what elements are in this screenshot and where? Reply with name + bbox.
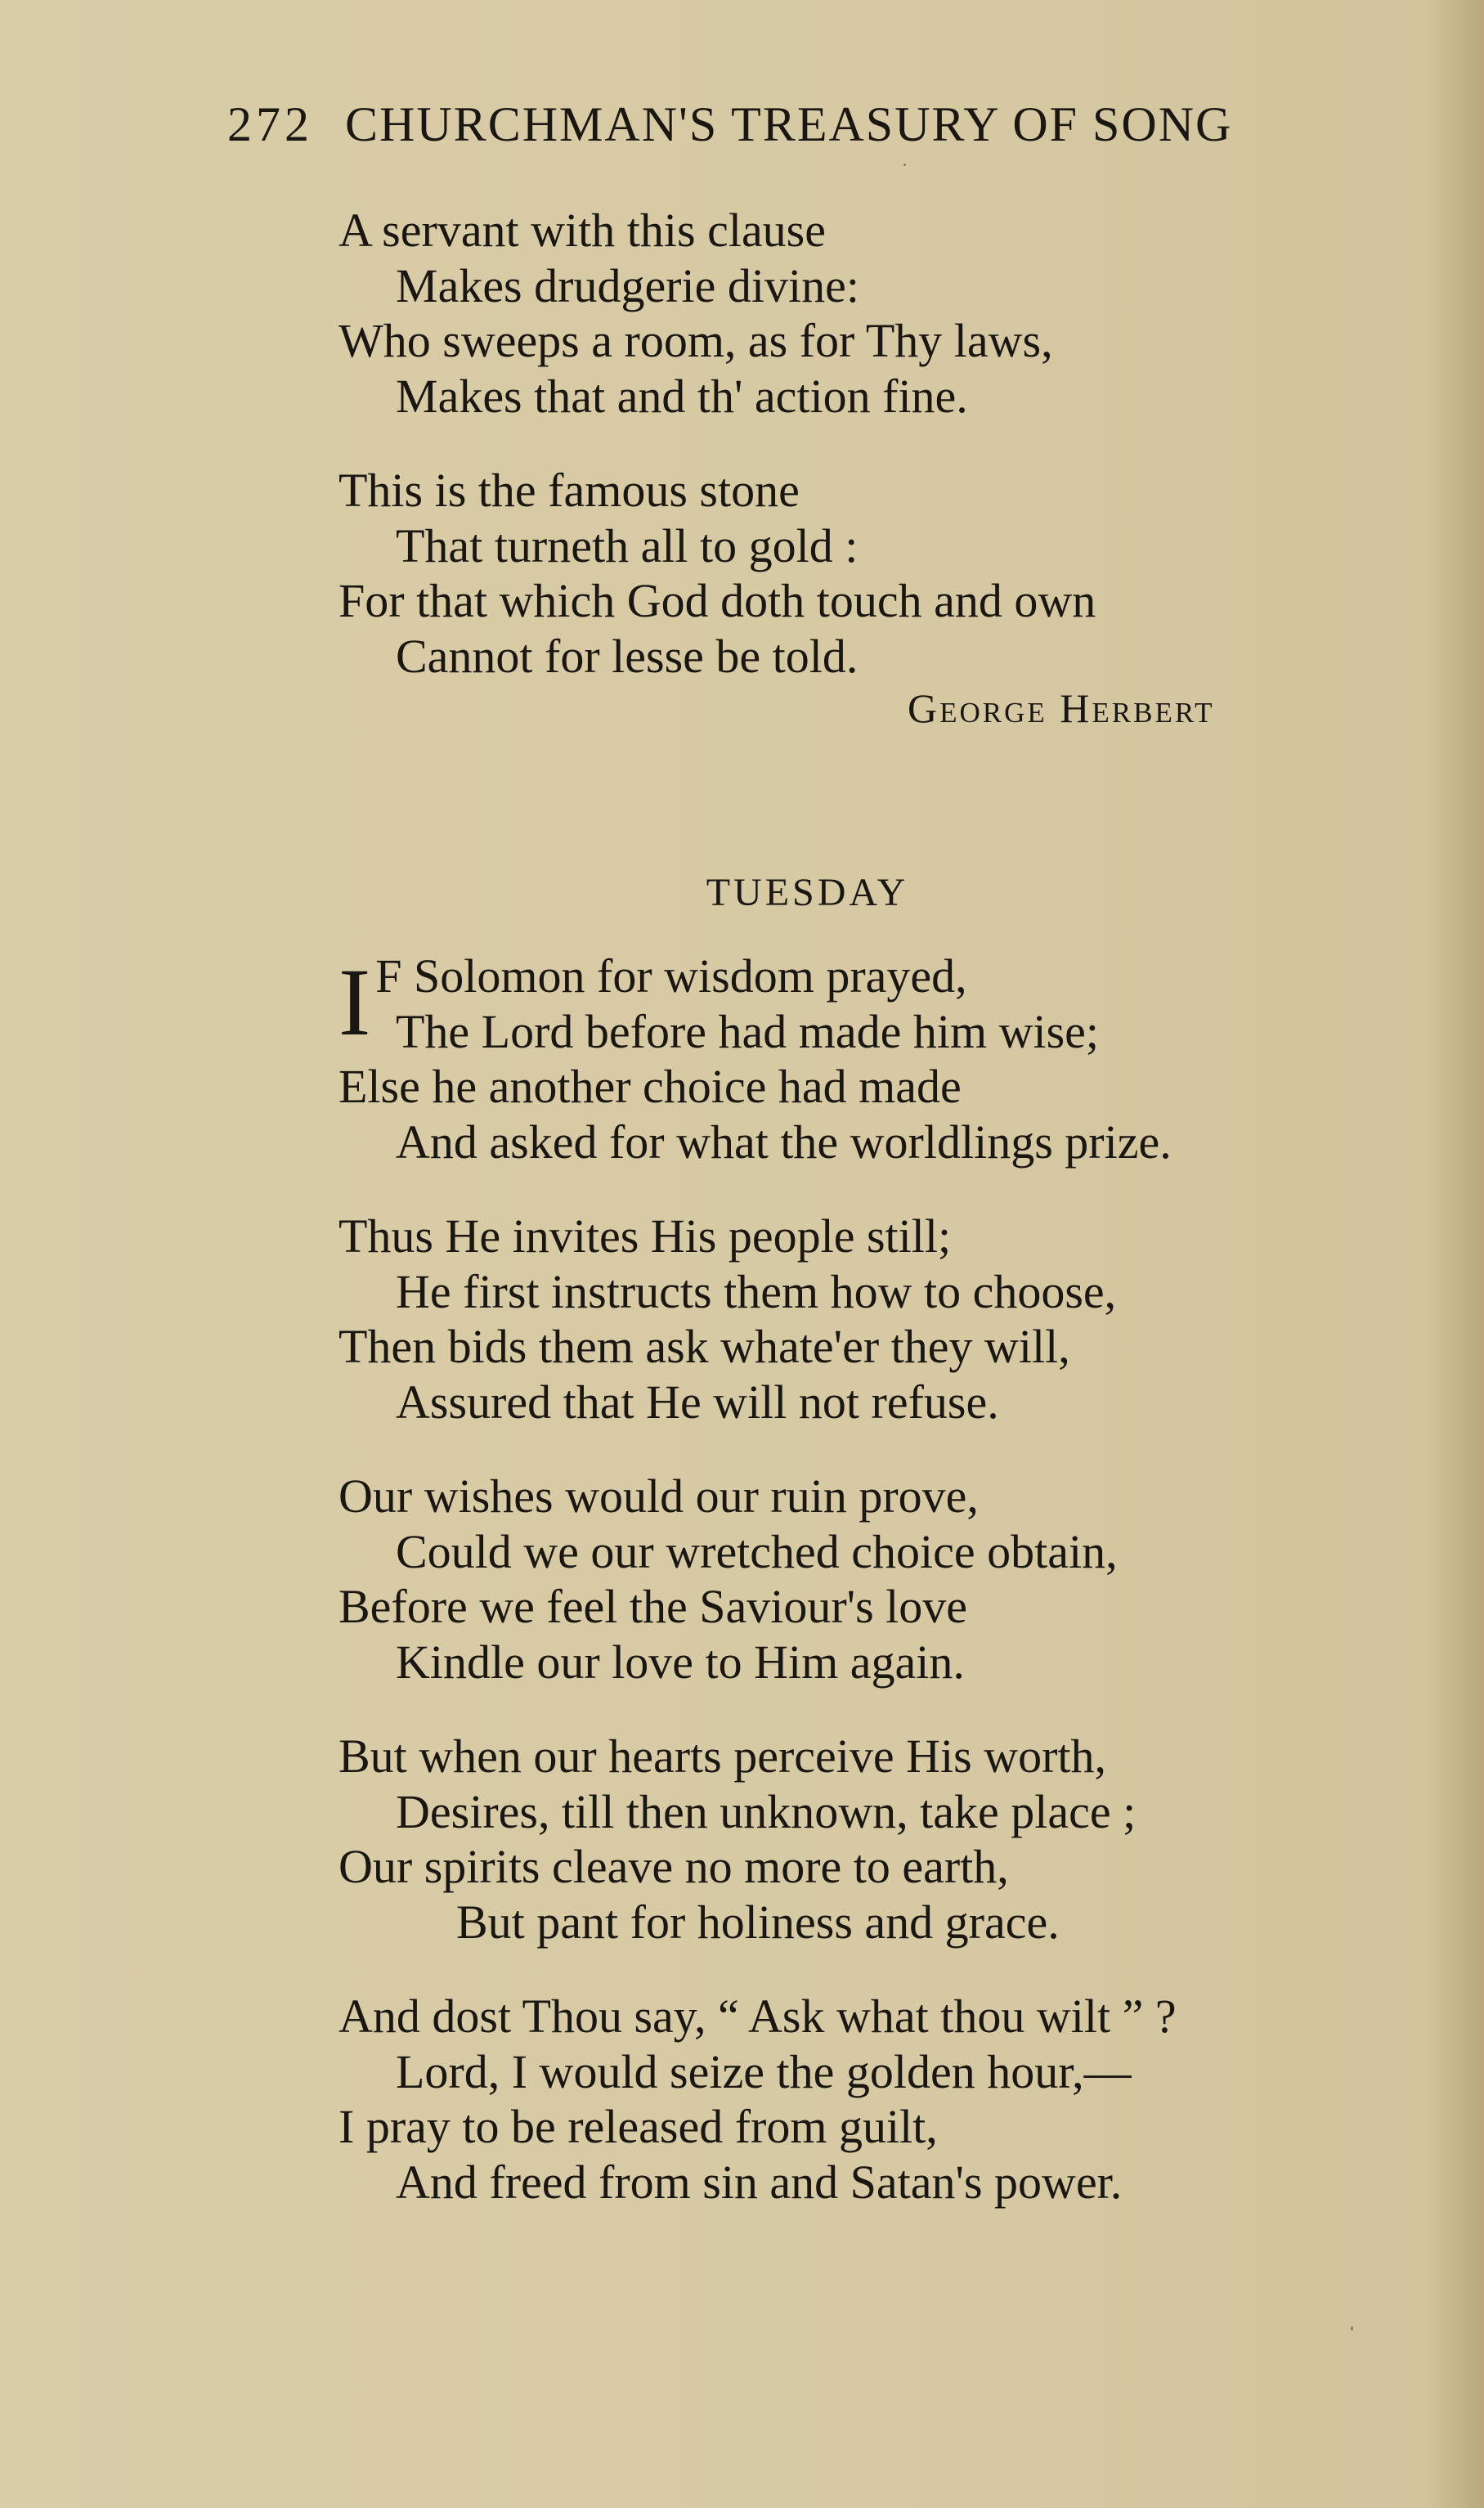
verse-line: For that which God doth touch and own: [338, 574, 1096, 627]
stanza: [338, 1209, 1426, 1429]
stanza: [338, 1989, 1426, 2210]
page-header: [227, 92, 1413, 157]
poem-title: TUESDAY: [706, 871, 909, 914]
poem-herbert: [338, 203, 1426, 723]
verse-line: Else he another choice had made: [338, 1060, 962, 1113]
drop-cap: I: [338, 949, 371, 1056]
verse-line: Then bids them ask whate'er they will,: [338, 1320, 1070, 1373]
verse-line: A servant with this clause: [338, 204, 827, 257]
stanza: [338, 463, 1426, 684]
poem-tuesday: [338, 949, 1426, 2249]
verse-line: Thus He invites His people still;: [338, 1209, 952, 1263]
verse-line: The Lord before had made him wise;: [396, 1004, 1100, 1058]
verse-line: Cannot for lesse be told.: [396, 629, 859, 683]
verse-line: Before we feel the Saviour's love: [338, 1580, 968, 1633]
verse-line: And dost Thou say, “ Ask what thou wilt ” ?: [338, 1990, 1177, 2043]
page-number: 272: [227, 97, 313, 151]
verse-line: He first instructs them how to choose,: [396, 1264, 1117, 1318]
verse-line: But when our hearts perceive His worth,: [338, 1730, 1107, 1783]
verse-line: I pray to be released from guilt,: [338, 2100, 938, 2153]
verse-line: This is the famous stone: [338, 464, 800, 517]
verse-line: And asked for what the worldlings prize.: [396, 1115, 1172, 1169]
verse-line: Lord, I would seize the golden hour,—: [396, 2044, 1132, 2098]
verse-line: Our wishes would our ruin prove,: [338, 1469, 979, 1523]
verse-line: Desires, till then unknown, take place ;: [396, 1784, 1137, 1838]
stanza: [338, 949, 1426, 1169]
stanza: [338, 203, 1426, 424]
verse-line: Could we our wretched choice obtain,: [396, 1524, 1118, 1578]
paper-speck: [903, 164, 906, 166]
verse-line: Kindle our love to Him again.: [396, 1635, 965, 1689]
verse-line: Assured that He will not refuse.: [396, 1375, 999, 1429]
verse-line: That turneth all to gold :: [396, 518, 859, 572]
verse-line: F Solomon for wisdom prayed,: [375, 949, 967, 1003]
running-title: CHURCHMAN'S TREASURY OF SONG: [345, 97, 1233, 151]
stanza: [338, 1469, 1426, 1689]
verse-line: But pant for holiness and grace.: [456, 1895, 1060, 1949]
verse-line: Who sweeps a room, as for Thy laws,: [338, 314, 1053, 367]
poem-attribution: George Herbert: [908, 685, 1215, 731]
stanza: [338, 1729, 1426, 1949]
paper-speck: [1351, 2326, 1353, 2331]
verse-line: Makes that and th' action fine.: [396, 369, 968, 423]
verse-line: Makes drudgerie divine:: [396, 258, 859, 312]
verse-line: Our spirits cleave no more to earth,: [338, 1840, 1009, 1893]
verse-line: And freed from sin and Satan's power.: [396, 2155, 1123, 2209]
